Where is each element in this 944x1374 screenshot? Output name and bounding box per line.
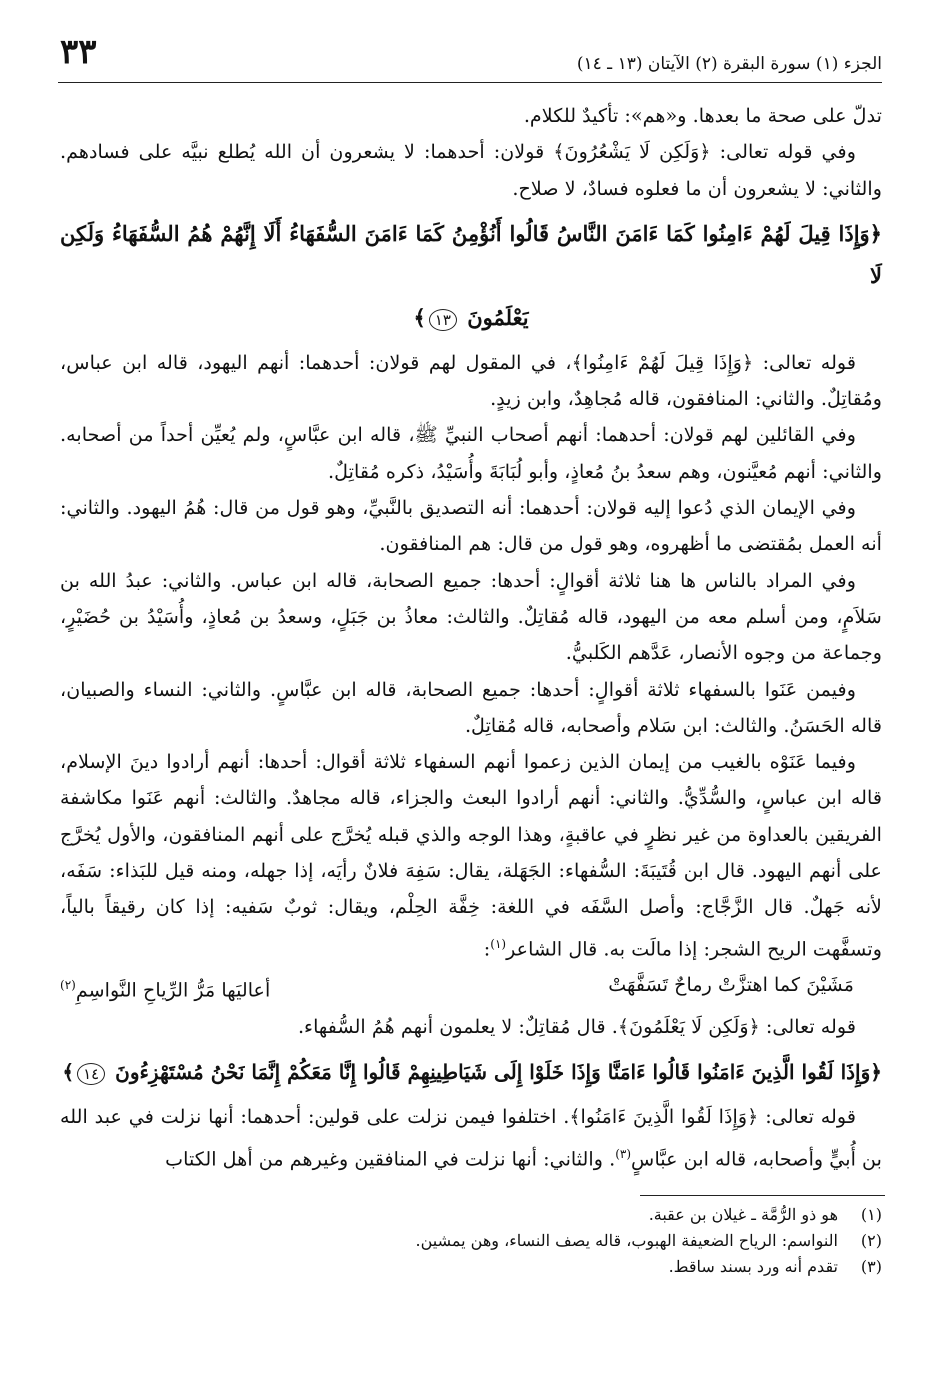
verse-14-text: ﴿وَإِذَا لَقُوا الَّذِينَ ءَامَنُوا قَالُوا ءَامَنَّا وَإِذَا خَلَوْا إِلَى شَيَاطِينِهِمْ قَالُوا إِنَّا مَعَكُمْ إِنَّمَا نَحْنُ مُسْتَهْزِءُونَ <box>115 1060 882 1085</box>
paragraph-8: وفيما عَنَوْه بالغيب من إيمان الذين زعموا أنهم السفهاء ثلاثة أقوال: أحدها: أنهم أرادوا دينَ الإسلام، قاله ابن عباسٍ، والسُّدِّيُّ. والثاني: أنهم أرادوا البعث والجزاء، قاله مجاهدٌ. والثالث: أنهم عَنَوا مكاشفة الفريقين بالعداوة من غير نظرٍ في عاقبةٍ، وهذا الوجه والذي قبله يُخرَّج على أنهم المنافقون، والأول يُخرَّج على أنهم اليهود. قال ابن قُتَيبَةَ: السُّفهاء: الجَهَلة، يقال: سَفِهَ فلانٌ رأيَه، إذا جهله، ومنه قيل للبَذاء: سَفَه، لأنه جَهلٌ. قال الزَّجَّاج: وأصل السَّفَه في اللغة: خِفَّة الحِلْم، ويقال: ثوبٌ سَفيه: إذا كان رقيقاً بالياً، وتسفَّهت الريح الشجر: إذا مالَت به. قال الشاعر$^{(١)}$: <box>60 750 882 961</box>
paragraph-4: وفي القائلين لهم قولان: أحدهما: أنهم أصحاب النبيِّ ﷺ، قاله ابن عبَّاسٍ، ولم يُعيِّن أحداً من أصحابه. والثاني: أنهم مُعيَّنون، وهم سعدُ بنُ مُعاذٍ، وأبو لُبَابَةَ وأُسَيْدُ، ذكره مُقاتِلٌ. <box>60 423 882 483</box>
paragraph-10-text-b: . والثاني: أنها نزلت في المنافقين وغيرهم من أهل الكتاب <box>165 1147 616 1170</box>
footnote-3-text: تقدم أنه ورد بسند ساقط. <box>668 1257 838 1276</box>
verse-13-end <box>60 297 882 339</box>
paragraph-10-text-a: قوله تعالى: ﴿وَإِذَا لَقُوا الَّذِينَ ءَامَنُوا﴾. اختلفوا فيمن نزلت على قولين: أحدهما: أنها نزلت في عبد الله بن أُبيٍّ وأصحابه، قاله ابن عبَّاسٍ <box>60 1105 882 1170</box>
footnote-3-number: (٣) <box>860 1257 882 1276</box>
footnote-3 <box>62 1254 882 1280</box>
paragraph-5: وفي الإيمان الذي دُعوا إليه قولان: أحدهما: أنه التصديق بالنَّبيِّ، وهو قول من قال: هُمُ اليهود. والثاني: أنه العمل بمُقتضى ما أظهروه، وهو قول من قال: هم المنافقون. <box>60 496 882 556</box>
paragraph-8-text: وفيما عَنَوْه بالغيب من إيمان الذين زعموا أنهم السفهاء ثلاثة أقوال: أحدها: أنهم أرادوا دينَ الإسلام، قاله ابن عباسٍ، والسُّدِّيُّ. والثاني: أنهم أرادوا البعث والجزاء، قاله مجاهدٌ. والثالث: أنهم عَنَوا مكاشفة الفريقين بالعداوة من غير نظرٍ في عاقبةٍ، وهذا الوجه والذي قبله يُخرَّج على أنهم المنافقون، والأول يُخرَّج على أنهم اليهود. قال ابن قُتَيبَةَ: السُّفهاء: الجَهَلة، يقال: سَفِهَ فلانٌ رأيَه، إذا جهله، ومنه قيل للبَذاء: سَفَه، لأنه جَهلٌ. قال الزَّجَّاج: وأصل السَّفَه في اللغة: خِفَّة الحِلْم، ويقال: ثوبٌ سَفيه: إذا كان رقيقاً بالياً، وتسفَّهت الريح الشجر: إذا مالَت به. قال الشاعر <box>60 750 882 961</box>
footnote-ref-3: (٣) <box>615 1146 632 1161</box>
verse-close-bracket: ﴾ <box>62 1060 75 1085</box>
footnote-ref-2: (٢) <box>60 978 76 993</box>
paragraph-1: تدلّ على صحة ما بعدها. و«هم»: تأكيدٌ للكلام. <box>523 104 882 127</box>
poetry-second-hemistich <box>60 967 270 1009</box>
verse-13-text: ﴿وَإِذَا قِيلَ لَهُمْ ءَامِنُوا كَمَا ءَامَنَ النَّاسُ قَالُوا أَنُؤْمِنُ كَمَا ءَامَنَ السُّفَهَاءُ أَلَا إِنَّهُمْ هُمُ السُّفَهَاءُ وَلَكِن لَا <box>60 220 882 288</box>
verse-14 <box>60 1051 882 1093</box>
paragraph-3: قوله تعالى: ﴿وَإِذَا قِيلَ لَهُمْ ءَامِنُوا﴾، في المقول لهم قولان: أحدهما: أنهم اليهود، قاله ابن عباس، ومُقاتِلٌ. والثاني: المنافقون، قاله مُجاهِدٌ، وابن زيدٍ. <box>60 350 882 411</box>
page-number: ٣٣ <box>60 32 97 72</box>
footnote-2-text: النواسم: الرياح الضعيفة الهبوب، قاله يصف النساء، وهن يمشين. <box>415 1231 838 1250</box>
verse-13-number-badge: ١٣ <box>429 309 457 331</box>
paragraph-6: وفي المراد بالناس ها هنا ثلاثة أقوالٍ: أحدها: جميع الصحابة، قاله ابن عباس. والثاني: عبدُ الله بن سَلاَمٍ، ومن أسلم معه من اليهود، قاله مُقاتِلٌ. والثالث: معاذُ بن جَبَلٍ، وسعدُ بن مُعاذٍ، وأُسَيْدُ بن حُضَيْرٍ، وجماعة من وجوه الأنصار، عَدَّهم الكَلبيُّ. <box>60 568 882 665</box>
footnote-separator <box>640 1195 885 1196</box>
footnote-ref-1: (١) <box>490 936 507 951</box>
running-title: الجزء (١) سورة البقرة (٢) الآيتان (١٣ ـ ١٤) <box>576 54 882 74</box>
verse-13-tail: يَعْلَمُونَ <box>467 304 529 330</box>
footnote-1 <box>62 1202 882 1228</box>
footnote-2-number: (٢) <box>860 1231 882 1250</box>
poetry-first-hemistich: مَشَيْنَ كما اهتزَّتْ رماحٌ تَسَفَّهَتْ <box>608 973 854 997</box>
verse-close-bracket: ﴾ <box>413 304 426 330</box>
verse-13 <box>60 213 882 297</box>
paragraph-10 <box>60 1099 882 1177</box>
footnotes <box>62 1202 882 1280</box>
poetry-second-hemistich-text: أعاليَها مَرُّ الرِّياحِ النَّواسِمِ <box>75 978 271 1002</box>
paragraph-9: قوله تعالى: ﴿وَلَكِن لَا يَعْلَمُونَ﴾. قال مُقاتِلٌ: لا يعلمون أنهم هُمُ السُّفهاء. <box>297 1015 856 1039</box>
page-body <box>60 98 882 1177</box>
footnote-2 <box>62 1228 882 1254</box>
paragraph-2: وفي قوله تعالى: ﴿وَلَكِن لَا يَشْعُرُونَ﴾ قولان: أحدهما: لا يشعرون أن الله يُطلع نبيَّه على فسادهم. والثاني: لا يشعرون أن ما فعلوه فسادٌ، لا صلاح. <box>60 140 882 200</box>
poetry-verse <box>60 967 882 1009</box>
footnote-1-text: هو ذو الرُّمَّة ـ غيلان بن عقبة. <box>648 1205 838 1224</box>
page-header <box>58 30 882 83</box>
verse-14-number-badge: ١٤ <box>77 1063 105 1085</box>
footnote-1-number: (١) <box>860 1205 882 1224</box>
paragraph-7: وفيمن عَنَوا بالسفهاء ثلاثة أقوالٍ: أحدها: جميع الصحابة، قاله ابن عبَّاسٍ. والثاني: النساء والصبيان، قاله الحَسَنُ. والثالث: ابن سَلام وأصحابه، قاله مُقاتِلٌ. <box>60 677 882 737</box>
